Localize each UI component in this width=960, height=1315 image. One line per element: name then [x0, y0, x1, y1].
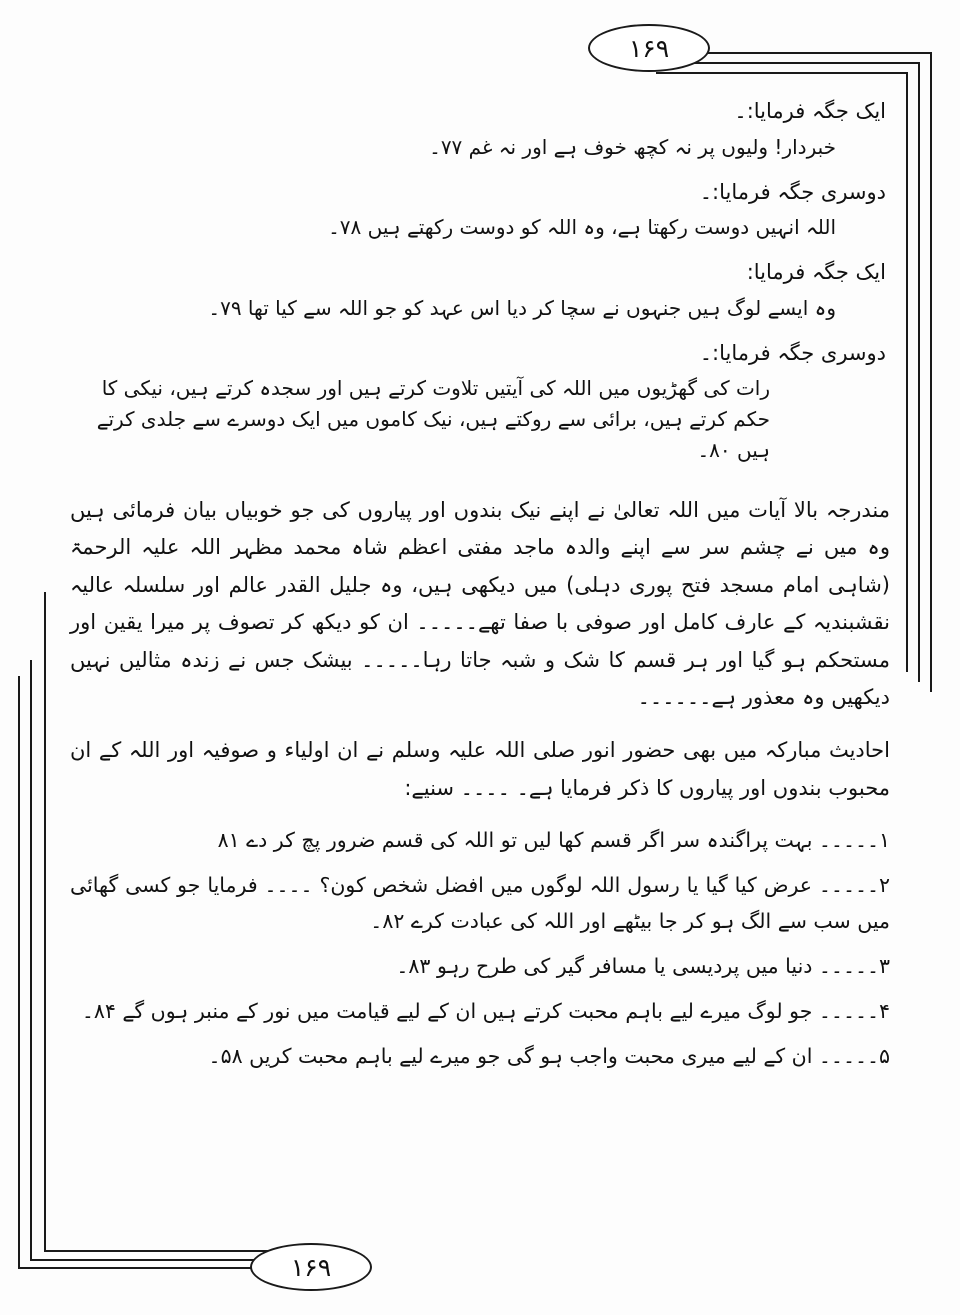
- quote-text: وہ ایسے لوگ ہیں جنہوں نے سچا کر دیا اس عہد کو جو اللہ سے کیا تھا ۷۹۔: [208, 295, 836, 320]
- quote-heading: ایک جگہ فرمایا:۔: [734, 99, 886, 123]
- quote-text: رات کی گھڑیوں میں اللہ کی آیتیں تلاوت کرتے ہیں اور سجدہ کرتے ہیں، نیکی کا حکم کرتے ہیں، برائی سے روکتے ہیں، نیک کاموں میں ایک دوسرے سے جلدی کرتے ہیں ۸۰۔: [96, 376, 770, 462]
- border-rule-right-3: [906, 72, 908, 672]
- hadith-list: [70, 823, 890, 1075]
- list-item: ۵۔۔۔۔۔ ان کے لیے میری محبت واجب ہو گی جو میرے لیے باہم محبت کریں ۵۸۔: [208, 1044, 890, 1069]
- border-rule-top-3: [656, 72, 908, 74]
- page-content: [70, 96, 890, 1085]
- border-rule-right-2: [918, 62, 920, 682]
- list-item: ۱۔۔۔۔۔ بہت پراگندہ سر اگر قسم کھا لیں تو اللہ کی قسم ضرور پچ کر دے ۸۱: [217, 828, 890, 852]
- border-rule-left-3: [18, 676, 20, 1268]
- body-paragraph-1: مندرجہ بالا آیات میں اللہ تعالیٰ نے اپنے نیک بندوں اور پیاروں کی جو خوبیاں بیان فرمائی ہیں وہ میں نے چشم سر سے اپنے والدہ ماجد مفتی اعظم شاہ محمد مظہر اللہ علیہ الرحمۃ (شاہی امام مسجد فتح پوری دہلی) میں دیکھی ہیں، وہ جلیل القدر عالم اور سلسلہ عالیہ نقشبندیہ کے عارف کامل اور صوفی با صفا تھے۔۔۔۔۔ ان کو دیکھ کر تصوف پر میرا یقین اور مستحکم ہو گیا اور ہر قسم کا شک و شبہ جاتا رہا۔۔۔۔۔ بیشک جس نے زندہ مثالیں نہیں دیکھیں وہ معذور ہے۔۔۔۔۔۔: [70, 498, 890, 709]
- border-rule-bottom-1: [44, 1250, 274, 1252]
- quote-text: خبردار! ولیوں پر نہ کچھ خوف ہے اور نہ غم ۷۷۔: [429, 134, 836, 159]
- border-rule-bottom-2: [30, 1259, 278, 1261]
- border-rule-right-1: [930, 52, 932, 692]
- page-number-bottom: [250, 1243, 372, 1291]
- quote-heading: دوسری جگہ فرمایا:۔: [699, 340, 886, 365]
- quote-block-4: [70, 338, 890, 467]
- quote-block-3: [70, 257, 890, 324]
- quote-heading: ایک جگہ فرمایا:: [746, 260, 886, 284]
- border-rule-left-1: [44, 592, 46, 1252]
- quote-block-1: [70, 96, 890, 163]
- border-rule-left-2: [30, 660, 32, 1260]
- quote-block-2: [70, 177, 890, 244]
- quote-text: اللہ انہیں دوست رکھتا ہے، وہ اللہ کو دوست رکھتے ہیں ۷۸۔: [328, 215, 836, 239]
- list-item: ۴۔۔۔۔۔ جو لوگ میرے لیے باہم محبت کرتے ہیں ان کے لیے قیامت میں نور کے منبر ہوں گے ۸۴۔: [81, 999, 890, 1023]
- spacer: [70, 480, 890, 492]
- border-rule-bottom-3: [18, 1267, 280, 1269]
- list-item: ۳۔۔۔۔۔ دنیا میں پردیسی یا مسافر گیر کی طرح رہو ۸۳۔: [396, 953, 890, 978]
- page-number-bottom-text: ۱۶۹: [290, 1252, 332, 1282]
- page-number-top-text: ۱۶۹: [628, 33, 670, 63]
- list-item: ۲۔۔۔۔۔ عرض کیا گیا یا رسول اللہ لوگوں میں افضل شخص کون؟ ۔۔۔۔ فرمایا جو کسی گھائی میں سب سے الگ ہو کر جا بیٹھے اور اللہ کی عبادت کرے ۸۲۔: [70, 873, 890, 933]
- body-paragraph-2: احادیث مبارکہ میں بھی حضور انور صلی اللہ علیہ وسلم نے ان اولیاء و صوفیہ اور اللہ کے ان محبوب بندوں اور پیاروں کا ذکر فرمایا ہے۔ ۔۔۔۔ سنیے:: [70, 738, 890, 800]
- page-number-top: [588, 24, 710, 72]
- quote-heading: دوسری جگہ فرمایا:۔: [699, 179, 886, 204]
